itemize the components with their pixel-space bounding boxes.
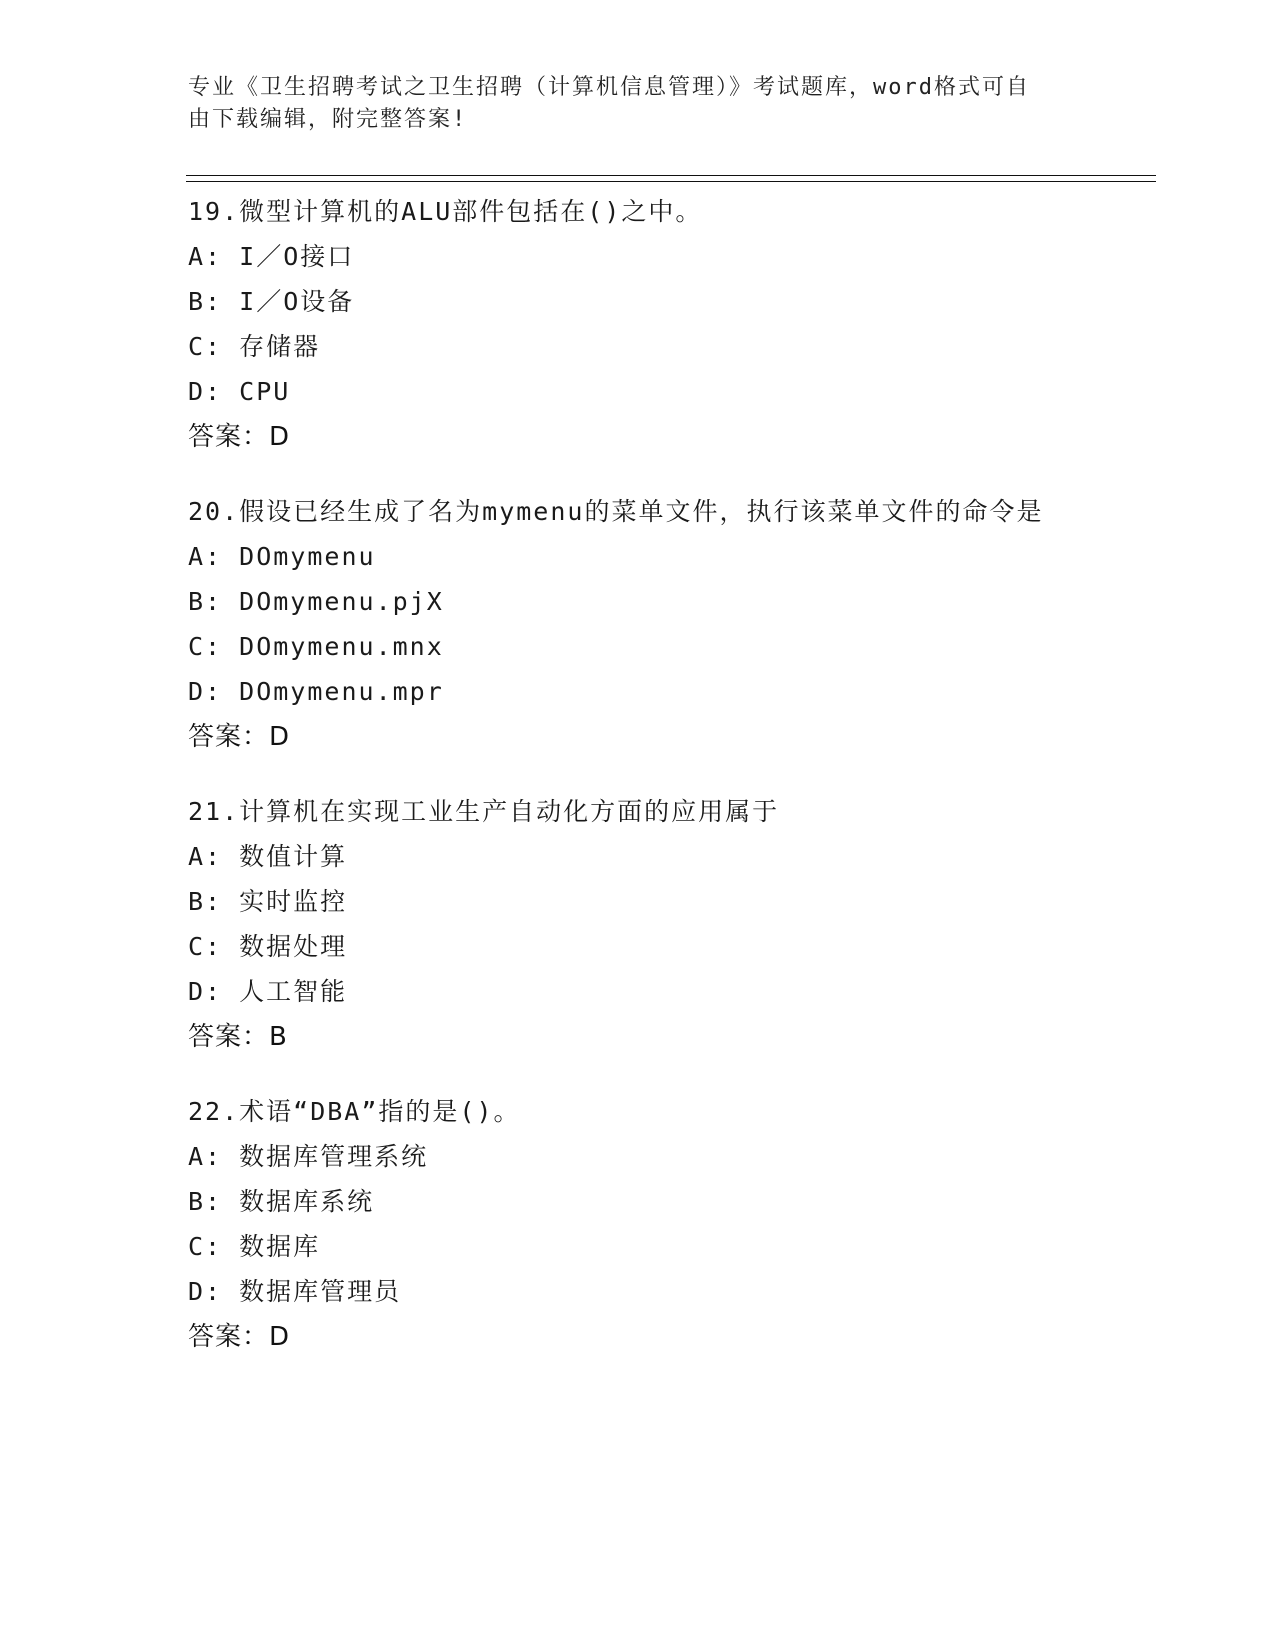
question-22 — [188, 1090, 1088, 1360]
question-stem: 20.假设已经生成了名为mymenu的菜单文件，执行该菜单文件的命令是 — [188, 497, 1044, 526]
document-header — [188, 72, 1068, 136]
option-d: D: DOmymenu.mpr — [188, 677, 444, 706]
option-d: D: CPU — [188, 377, 291, 406]
question-stem: 21.计算机在实现工业生产自动化方面的应用属于 — [188, 797, 780, 826]
header-line-2: 由下载编辑，附完整答案! — [188, 107, 468, 132]
question-21 — [188, 790, 1088, 1060]
option-c: C: 存储器 — [188, 332, 321, 361]
answer: 答案：B — [188, 1022, 288, 1052]
question-stem: 19.微型计算机的ALU部件包括在()之中。 — [188, 197, 703, 226]
option-c: C: DOmymenu.mnx — [188, 632, 444, 661]
option-b: B: DOmymenu.pjX — [188, 587, 444, 616]
question-19 — [188, 190, 1088, 460]
answer: 答案：D — [188, 1322, 291, 1352]
option-d: D: 数据库管理员 — [188, 1277, 402, 1306]
option-a: A: 数据库管理系统 — [188, 1142, 429, 1171]
option-d: D: 人工智能 — [188, 977, 348, 1006]
option-a: A: DOmymenu — [188, 542, 376, 571]
option-b: B: 数据库系统 — [188, 1187, 375, 1216]
answer: 答案：D — [188, 422, 291, 452]
option-c: C: 数据处理 — [188, 932, 348, 961]
header-divider-top — [186, 175, 1156, 176]
answer: 答案：D — [188, 722, 291, 752]
option-b: B: I／O设备 — [188, 287, 355, 316]
question-list — [188, 190, 1088, 1390]
question-20 — [188, 490, 1088, 760]
option-c: C: 数据库 — [188, 1232, 321, 1261]
header-divider-bottom — [186, 181, 1156, 182]
option-a: A: I／O接口 — [188, 242, 355, 271]
question-stem: 22.术语“DBA”指的是()。 — [188, 1097, 521, 1126]
option-a: A: 数值计算 — [188, 842, 348, 871]
header-line-1: 专业《卫生招聘考试之卫生招聘（计算机信息管理）》考试题库，word格式可自 — [188, 75, 1030, 100]
option-b: B: 实时监控 — [188, 887, 348, 916]
